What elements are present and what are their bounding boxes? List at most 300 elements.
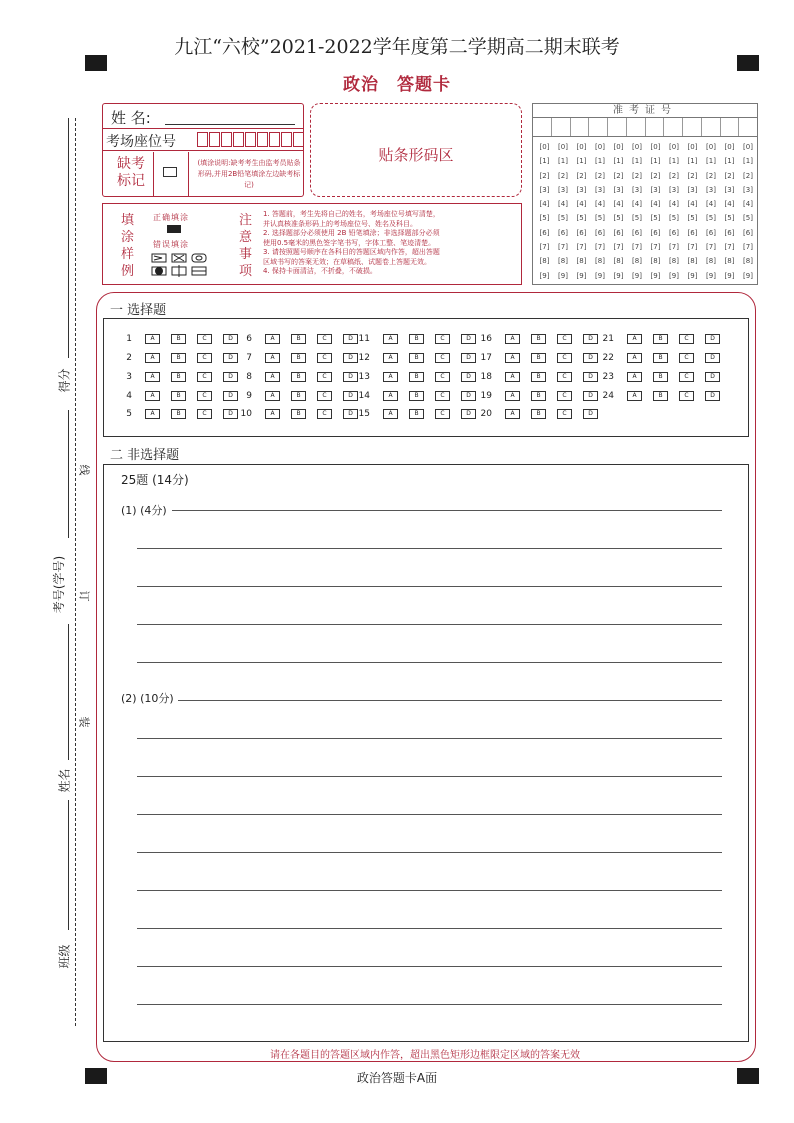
admission-digit-bubble[interactable]: [7] bbox=[576, 243, 587, 252]
option-bubble[interactable]: A bbox=[505, 372, 520, 382]
choice-question bbox=[478, 352, 598, 364]
admission-digit-column[interactable] bbox=[684, 140, 701, 283]
admission-digit-column[interactable] bbox=[573, 140, 590, 283]
admission-digit-bubble[interactable]: [7] bbox=[743, 243, 753, 252]
admission-digit-column[interactable] bbox=[555, 140, 572, 283]
option-bubble[interactable]: C bbox=[197, 372, 212, 382]
option-bubble[interactable]: A bbox=[145, 353, 160, 363]
option-bubble[interactable]: B bbox=[409, 334, 424, 344]
option-bubble[interactable]: D bbox=[223, 391, 238, 401]
admission-digit-bubble[interactable]: [3] bbox=[595, 185, 605, 194]
seat-number-boxes[interactable] bbox=[197, 132, 305, 147]
admission-digit-bubble[interactable]: [8] bbox=[724, 257, 735, 266]
choice-question bbox=[478, 408, 598, 420]
option-bubble[interactable]: C bbox=[197, 334, 212, 344]
admission-digit-bubble[interactable]: [8] bbox=[576, 257, 587, 266]
admission-digit-bubble[interactable]: [9] bbox=[724, 271, 735, 280]
answer-line[interactable] bbox=[137, 548, 722, 549]
admission-digit-bubble[interactable]: [4] bbox=[706, 200, 716, 209]
admission-digit-bubble[interactable]: [6] bbox=[743, 228, 753, 237]
answer-line[interactable] bbox=[137, 586, 722, 587]
admission-digit-bubble[interactable]: [7] bbox=[632, 243, 642, 252]
barcode-area bbox=[310, 103, 522, 197]
option-bubble[interactable]: A bbox=[265, 353, 280, 363]
choice-question bbox=[118, 390, 238, 402]
admission-digit-bubble[interactable]: [3] bbox=[687, 185, 698, 194]
answer-line[interactable] bbox=[178, 700, 722, 701]
admission-digit-bubble[interactable]: [5] bbox=[632, 214, 642, 223]
answer-line[interactable] bbox=[137, 890, 722, 891]
option-bubble[interactable]: A bbox=[265, 334, 280, 344]
admission-digit-bubble[interactable]: [7] bbox=[706, 243, 716, 252]
page-title: 九江“六校”2021-2022学年度第二学期高二期末联考 bbox=[174, 36, 620, 58]
admission-digit-bubble[interactable]: [7] bbox=[595, 243, 605, 252]
option-bubble[interactable]: B bbox=[531, 391, 546, 401]
option-bubble[interactable]: A bbox=[505, 391, 520, 401]
option-bubble[interactable]: A bbox=[505, 409, 520, 419]
option-bubble[interactable]: D bbox=[705, 391, 720, 401]
option-bubble[interactable]: D bbox=[223, 353, 238, 363]
admission-digit-bubble[interactable]: [8] bbox=[743, 257, 753, 266]
admission-digit-bubble[interactable]: [1] bbox=[576, 157, 587, 166]
part2-label: (2) (10分) bbox=[121, 692, 174, 705]
option-bubble[interactable]: C bbox=[557, 372, 572, 382]
option-bubble[interactable]: A bbox=[265, 391, 280, 401]
answer-line[interactable] bbox=[172, 510, 722, 511]
option-bubble[interactable]: A bbox=[627, 391, 642, 401]
option-bubble[interactable]: B bbox=[409, 353, 424, 363]
option-bubble[interactable]: B bbox=[653, 372, 668, 382]
binding-zhuang-char: 装 bbox=[77, 716, 91, 728]
admission-digit-bubble[interactable]: [1] bbox=[650, 157, 661, 166]
admission-digit-column[interactable] bbox=[610, 140, 627, 283]
admission-digit-bubble[interactable]: [9] bbox=[595, 271, 605, 280]
name-row bbox=[103, 104, 303, 129]
admission-digit-bubble[interactable]: [8] bbox=[650, 257, 661, 266]
admission-digit-bubble[interactable]: [0] bbox=[632, 143, 642, 151]
admission-digit-bubble[interactable]: [0] bbox=[576, 143, 587, 151]
choice-question bbox=[356, 408, 476, 420]
question-number: 21 bbox=[602, 334, 614, 344]
notice-line: 3. 请按照题号顺序在各科目的答题区域内作答，超出答题 bbox=[263, 248, 440, 256]
option-bubble[interactable]: C bbox=[317, 409, 332, 419]
option-bubble[interactable]: D bbox=[223, 372, 238, 382]
admission-digit-bubble[interactable]: [4] bbox=[613, 200, 624, 209]
admission-digit-bubble[interactable]: [5] bbox=[743, 214, 753, 223]
admission-digit-bubble[interactable]: [4] bbox=[632, 200, 642, 209]
question-number: 13 bbox=[358, 372, 370, 382]
admission-digit-bubble[interactable]: [6] bbox=[632, 228, 642, 237]
admission-digit-bubble[interactable]: [0] bbox=[539, 143, 550, 151]
option-bubble[interactable]: B bbox=[531, 334, 546, 344]
admission-digit-bubble[interactable]: [4] bbox=[650, 200, 661, 209]
option-bubble[interactable]: B bbox=[531, 372, 546, 382]
class-line[interactable] bbox=[68, 800, 69, 930]
choice-question bbox=[356, 333, 476, 345]
admission-write-row[interactable] bbox=[533, 118, 757, 137]
admission-digit-bubble[interactable]: [7] bbox=[539, 243, 550, 252]
option-bubble[interactable]: C bbox=[557, 391, 572, 401]
admission-digit-bubble[interactable]: [0] bbox=[743, 143, 753, 151]
admission-digit-bubble[interactable]: [9] bbox=[576, 271, 587, 280]
option-bubble[interactable]: A bbox=[383, 353, 398, 363]
admission-digit-bubble[interactable]: [0] bbox=[558, 143, 568, 151]
answer-line[interactable] bbox=[137, 928, 722, 929]
admission-digit-column[interactable] bbox=[592, 140, 609, 283]
admission-digit-bubble[interactable]: [2] bbox=[743, 171, 753, 180]
option-bubble[interactable]: B bbox=[409, 372, 424, 382]
admission-digit-bubble[interactable]: [1] bbox=[687, 157, 698, 166]
option-bubble[interactable]: C bbox=[435, 353, 450, 363]
option-bubble[interactable]: B bbox=[291, 334, 306, 344]
option-bubble[interactable]: C bbox=[317, 353, 332, 363]
answer-line[interactable] bbox=[137, 738, 722, 739]
admission-digit-bubble[interactable]: [5] bbox=[613, 214, 624, 223]
admission-digit-bubble[interactable]: [3] bbox=[576, 185, 587, 194]
admission-digit-bubble[interactable]: [9] bbox=[743, 271, 753, 280]
admission-digit-column[interactable] bbox=[740, 140, 757, 283]
admission-digit-bubble[interactable]: [6] bbox=[595, 228, 605, 237]
option-bubble[interactable]: C bbox=[435, 372, 450, 382]
admission-digit-bubble[interactable]: [4] bbox=[669, 200, 679, 209]
option-bubble[interactable]: B bbox=[171, 409, 186, 419]
admission-digit-bubble[interactable]: [0] bbox=[724, 143, 735, 151]
admission-digit-bubble[interactable]: [5] bbox=[687, 214, 698, 223]
admission-digit-column[interactable] bbox=[721, 140, 738, 283]
option-bubble[interactable]: D bbox=[461, 334, 476, 344]
admission-digit-bubble[interactable]: [6] bbox=[650, 228, 661, 237]
answer-line[interactable] bbox=[137, 1004, 722, 1005]
notice-char-4: 项 bbox=[239, 264, 253, 279]
admission-digit-bubble[interactable]: [0] bbox=[687, 143, 698, 151]
admission-digit-column[interactable] bbox=[647, 140, 664, 283]
option-bubble[interactable]: C bbox=[317, 334, 332, 344]
option-bubble[interactable]: C bbox=[679, 334, 694, 344]
option-bubble[interactable]: B bbox=[653, 391, 668, 401]
student-info-box bbox=[102, 103, 304, 197]
choice-question bbox=[238, 390, 358, 402]
admission-digit-bubble[interactable]: [1] bbox=[595, 157, 605, 166]
choice-question bbox=[238, 352, 358, 364]
admission-digit-bubble[interactable]: [4] bbox=[539, 200, 550, 209]
admission-digit-bubble[interactable]: [3] bbox=[650, 185, 661, 194]
option-bubble[interactable]: B bbox=[171, 391, 186, 401]
option-bubble[interactable]: D bbox=[223, 334, 238, 344]
admission-digit-bubble[interactable]: [8] bbox=[595, 257, 605, 266]
binding-ding-char: 订 bbox=[77, 590, 91, 602]
option-bubble[interactable]: A bbox=[145, 334, 160, 344]
admission-digit-bubble[interactable]: [6] bbox=[687, 228, 698, 237]
admission-digit-bubble[interactable]: [1] bbox=[558, 157, 568, 166]
name-line[interactable] bbox=[68, 624, 69, 760]
option-bubble[interactable]: A bbox=[145, 409, 160, 419]
option-bubble[interactable]: D bbox=[583, 372, 598, 382]
question-number: 8 bbox=[246, 372, 252, 382]
option-bubble[interactable]: B bbox=[409, 391, 424, 401]
question-number: 9 bbox=[246, 391, 252, 401]
notice-line: 区域书写的答案无效；在草稿纸、试题卷上答题无效。 bbox=[263, 257, 431, 266]
option-bubble[interactable]: D bbox=[343, 391, 358, 401]
admission-digit-bubble[interactable]: [5] bbox=[539, 214, 550, 223]
fill-label-char-2: 涂 bbox=[121, 230, 135, 245]
admission-digit-bubble[interactable]: [9] bbox=[687, 271, 698, 280]
notice-char-2: 意 bbox=[239, 230, 253, 245]
admission-digit-bubble[interactable]: [1] bbox=[706, 157, 716, 166]
option-bubble[interactable]: B bbox=[409, 409, 424, 419]
admission-digit-bubble[interactable]: [0] bbox=[595, 143, 605, 151]
option-bubble[interactable]: B bbox=[653, 353, 668, 363]
fill-label-char-4: 例 bbox=[121, 264, 135, 279]
option-bubble[interactable]: D bbox=[223, 409, 238, 419]
admission-digit-bubble[interactable]: [1] bbox=[724, 157, 735, 166]
admission-digit-bubble[interactable]: [9] bbox=[706, 271, 716, 280]
admission-digit-bubble[interactable]: [9] bbox=[539, 271, 550, 280]
admission-digit-bubble[interactable]: [3] bbox=[669, 185, 679, 194]
admission-digit-bubble[interactable]: [6] bbox=[669, 228, 679, 237]
choice-question bbox=[238, 371, 358, 383]
admission-digit-bubble[interactable]: [2] bbox=[539, 171, 550, 180]
admission-digit-bubble[interactable]: [2] bbox=[558, 171, 568, 180]
admission-digit-bubble[interactable]: [4] bbox=[576, 200, 587, 209]
admission-digit-bubble[interactable]: [5] bbox=[576, 214, 587, 223]
admission-digit-bubble[interactable]: [9] bbox=[669, 271, 679, 280]
admission-digit-bubble[interactable]: [4] bbox=[743, 200, 753, 209]
option-bubble[interactable]: D bbox=[461, 409, 476, 419]
option-bubble[interactable]: D bbox=[705, 334, 720, 344]
question-number: 12 bbox=[358, 353, 370, 363]
option-bubble[interactable]: A bbox=[383, 334, 398, 344]
option-bubble[interactable]: D bbox=[583, 334, 598, 344]
admission-digit-bubble[interactable]: [6] bbox=[539, 228, 550, 237]
admission-digit-bubble[interactable]: [9] bbox=[632, 271, 642, 280]
option-bubble[interactable]: B bbox=[653, 334, 668, 344]
admission-digit-bubble[interactable]: [3] bbox=[613, 185, 624, 194]
admission-digit-bubble[interactable]: [4] bbox=[724, 200, 735, 209]
admission-digit-bubble[interactable]: [2] bbox=[632, 171, 642, 180]
admission-digit-bubble[interactable]: [7] bbox=[669, 243, 679, 252]
wrong-fill-label: 错误填涂 bbox=[153, 240, 189, 249]
absent-note: (填涂说明:缺考考生由监考员贴条形码,并用2B铅笔填涂左边缺考标记) bbox=[197, 159, 301, 189]
admission-digit-bubble[interactable]: [8] bbox=[706, 257, 716, 266]
admission-digit-bubble[interactable]: [9] bbox=[613, 271, 624, 280]
admission-digit-bubble[interactable]: [3] bbox=[724, 185, 735, 194]
admission-digit-bubble[interactable]: [2] bbox=[613, 171, 624, 180]
answer-line[interactable] bbox=[137, 776, 722, 777]
admission-digit-bubble[interactable]: [5] bbox=[724, 214, 735, 223]
admission-digit-column[interactable] bbox=[703, 140, 720, 283]
answer-line[interactable] bbox=[137, 624, 722, 625]
option-bubble[interactable]: A bbox=[145, 391, 160, 401]
option-bubble[interactable]: B bbox=[171, 334, 186, 344]
option-bubble[interactable]: D bbox=[461, 372, 476, 382]
option-bubble[interactable]: A bbox=[383, 372, 398, 382]
option-bubble[interactable]: C bbox=[679, 372, 694, 382]
option-bubble[interactable]: C bbox=[317, 391, 332, 401]
option-bubble[interactable]: A bbox=[627, 372, 642, 382]
question-number: 16 bbox=[480, 334, 492, 344]
option-bubble[interactable]: D bbox=[583, 391, 598, 401]
admission-digit-bubble[interactable]: [8] bbox=[632, 257, 642, 266]
option-bubble[interactable]: D bbox=[461, 353, 476, 363]
option-bubble[interactable]: B bbox=[291, 353, 306, 363]
correct-fill-sample bbox=[167, 225, 181, 233]
option-bubble[interactable]: A bbox=[265, 409, 280, 419]
question-number: 4 bbox=[126, 391, 132, 401]
option-bubble[interactable]: C bbox=[679, 353, 694, 363]
admission-digit-bubble[interactable]: [8] bbox=[558, 257, 568, 266]
score-line[interactable] bbox=[68, 118, 69, 358]
option-bubble[interactable]: C bbox=[435, 391, 450, 401]
admission-digit-bubble[interactable]: [2] bbox=[687, 171, 698, 180]
name-input-line[interactable] bbox=[165, 124, 295, 125]
admission-digit-bubble[interactable]: [5] bbox=[650, 214, 661, 223]
admission-digit-bubble[interactable]: [0] bbox=[669, 143, 679, 151]
admission-digit-bubble[interactable]: [0] bbox=[613, 143, 624, 151]
answer-line[interactable] bbox=[137, 966, 722, 967]
option-bubble[interactable]: D bbox=[343, 409, 358, 419]
question-number: 5 bbox=[126, 409, 132, 419]
option-bubble[interactable]: D bbox=[343, 334, 358, 344]
admission-digit-bubble[interactable]: [6] bbox=[576, 228, 587, 237]
admission-digit-bubble[interactable]: [7] bbox=[558, 243, 568, 252]
option-bubble[interactable]: C bbox=[197, 353, 212, 363]
option-bubble[interactable]: C bbox=[557, 409, 572, 419]
option-bubble[interactable]: B bbox=[291, 372, 306, 382]
option-bubble[interactable]: A bbox=[383, 391, 398, 401]
admission-digit-bubble[interactable]: [2] bbox=[650, 171, 661, 180]
option-bubble[interactable]: C bbox=[679, 391, 694, 401]
admission-digit-bubble[interactable]: [4] bbox=[687, 200, 698, 209]
admission-digit-bubble[interactable]: [3] bbox=[706, 185, 716, 194]
option-bubble[interactable]: D bbox=[343, 372, 358, 382]
admission-digit-bubble[interactable]: [8] bbox=[613, 257, 624, 266]
option-bubble[interactable]: D bbox=[343, 353, 358, 363]
absent-mark-box[interactable] bbox=[163, 167, 177, 177]
option-bubble[interactable]: D bbox=[705, 372, 720, 382]
admission-digit-bubble[interactable]: [3] bbox=[539, 185, 550, 194]
admission-digit-bubble[interactable]: [1] bbox=[632, 157, 642, 166]
admission-digit-bubble[interactable]: [1] bbox=[743, 157, 753, 166]
admission-number-grid[interactable] bbox=[532, 103, 758, 285]
admission-digit-bubble[interactable]: [7] bbox=[613, 243, 624, 252]
question-number: 14 bbox=[358, 391, 370, 401]
option-bubble[interactable]: B bbox=[291, 391, 306, 401]
option-bubble[interactable]: D bbox=[583, 353, 598, 363]
option-bubble[interactable]: B bbox=[531, 409, 546, 419]
admission-digit-bubble[interactable]: [3] bbox=[558, 185, 568, 194]
answer-line[interactable] bbox=[137, 852, 722, 853]
answer-line[interactable] bbox=[137, 662, 722, 663]
option-bubble[interactable]: A bbox=[383, 409, 398, 419]
absent-label-1: 缺考 bbox=[117, 156, 145, 172]
admission-digit-bubble[interactable]: [1] bbox=[539, 157, 550, 166]
exam-number-label: 考号(学号) bbox=[52, 555, 67, 614]
option-bubble[interactable]: C bbox=[435, 409, 450, 419]
option-bubble[interactable]: C bbox=[435, 334, 450, 344]
choice-question bbox=[356, 390, 476, 402]
option-bubble[interactable]: B bbox=[171, 372, 186, 382]
choice-question bbox=[118, 371, 238, 383]
admission-digit-bubble[interactable]: [5] bbox=[706, 214, 716, 223]
admission-digit-bubble[interactable]: [3] bbox=[743, 185, 753, 194]
binding-cut-line bbox=[75, 118, 76, 1026]
question-number: 22 bbox=[602, 353, 614, 363]
option-bubble[interactable]: C bbox=[557, 353, 572, 363]
question-number: 6 bbox=[246, 334, 252, 344]
option-bubble[interactable]: D bbox=[705, 353, 720, 363]
choice-question bbox=[478, 390, 598, 402]
admission-digit-bubble[interactable]: [7] bbox=[650, 243, 661, 252]
admission-digit-bubble[interactable]: [5] bbox=[595, 214, 605, 223]
choice-question bbox=[478, 333, 598, 345]
option-bubble[interactable]: C bbox=[317, 372, 332, 382]
option-bubble[interactable]: C bbox=[557, 334, 572, 344]
option-bubble[interactable]: B bbox=[291, 409, 306, 419]
option-bubble[interactable]: D bbox=[461, 391, 476, 401]
option-bubble[interactable]: D bbox=[583, 409, 598, 419]
admission-digit-bubble[interactable]: [9] bbox=[558, 271, 568, 280]
option-bubble[interactable]: B bbox=[531, 353, 546, 363]
question-number: 3 bbox=[126, 372, 132, 382]
question-number: 10 bbox=[240, 409, 252, 419]
option-bubble[interactable]: A bbox=[265, 372, 280, 382]
option-bubble[interactable]: A bbox=[505, 334, 520, 344]
notice-line: 并认真核准条形码上的考场座位号、姓名及科目。 bbox=[263, 219, 417, 228]
admission-digit-column[interactable] bbox=[536, 140, 553, 283]
option-bubble[interactable]: C bbox=[197, 409, 212, 419]
admission-digit-bubble[interactable]: [2] bbox=[595, 171, 605, 180]
exam-number-line[interactable] bbox=[68, 410, 69, 538]
admission-digit-bubble[interactable]: [2] bbox=[576, 171, 587, 180]
wrong-fill-samples bbox=[151, 252, 211, 280]
option-bubble[interactable]: A bbox=[627, 334, 642, 344]
option-bubble[interactable]: C bbox=[197, 391, 212, 401]
option-bubble[interactable]: A bbox=[627, 353, 642, 363]
admission-digit-bubble[interactable]: [2] bbox=[724, 171, 735, 180]
admission-digit-bubble[interactable]: [2] bbox=[669, 171, 679, 180]
admission-digit-column[interactable] bbox=[666, 140, 683, 283]
admission-digit-bubble[interactable]: [5] bbox=[558, 214, 568, 223]
admission-digit-bubble[interactable]: [5] bbox=[669, 214, 679, 223]
admission-digit-bubble[interactable]: [8] bbox=[669, 257, 679, 266]
admission-digit-bubble[interactable]: [2] bbox=[706, 171, 716, 180]
admission-digit-bubble[interactable]: [7] bbox=[687, 243, 698, 252]
admission-digit-bubble[interactable]: [3] bbox=[632, 185, 642, 194]
admission-digit-bubble[interactable]: [7] bbox=[724, 243, 735, 252]
admission-digit-bubble[interactable]: [6] bbox=[613, 228, 624, 237]
admission-digit-bubble[interactable]: [8] bbox=[687, 257, 698, 266]
admission-digit-bubble[interactable]: [6] bbox=[558, 228, 568, 237]
option-bubble[interactable]: A bbox=[505, 353, 520, 363]
admission-digit-bubble[interactable]: [0] bbox=[650, 143, 661, 151]
admission-digit-bubble[interactable]: [4] bbox=[558, 200, 568, 209]
admission-digit-bubble[interactable]: [1] bbox=[613, 157, 624, 166]
option-bubble[interactable]: A bbox=[145, 372, 160, 382]
admission-digit-bubble[interactable]: [8] bbox=[539, 257, 550, 266]
admission-digit-bubble[interactable]: [0] bbox=[706, 143, 716, 151]
option-bubble[interactable]: B bbox=[171, 353, 186, 363]
admission-digit-bubble[interactable]: [1] bbox=[669, 157, 679, 166]
admission-digit-bubble[interactable]: [6] bbox=[706, 228, 716, 237]
admission-digit-bubble[interactable]: [9] bbox=[650, 271, 661, 280]
admission-digit-bubble[interactable]: [6] bbox=[724, 228, 735, 237]
notice-line: 2. 选择题部分必须使用 2B 铅笔填涂；非选择题部分必须 bbox=[263, 229, 440, 237]
admission-digit-bubble[interactable]: [4] bbox=[595, 200, 605, 209]
absent-label-2: 标记 bbox=[117, 173, 145, 189]
admission-digit-column[interactable] bbox=[629, 140, 646, 283]
choice-question bbox=[118, 352, 238, 364]
answer-line[interactable] bbox=[137, 814, 722, 815]
